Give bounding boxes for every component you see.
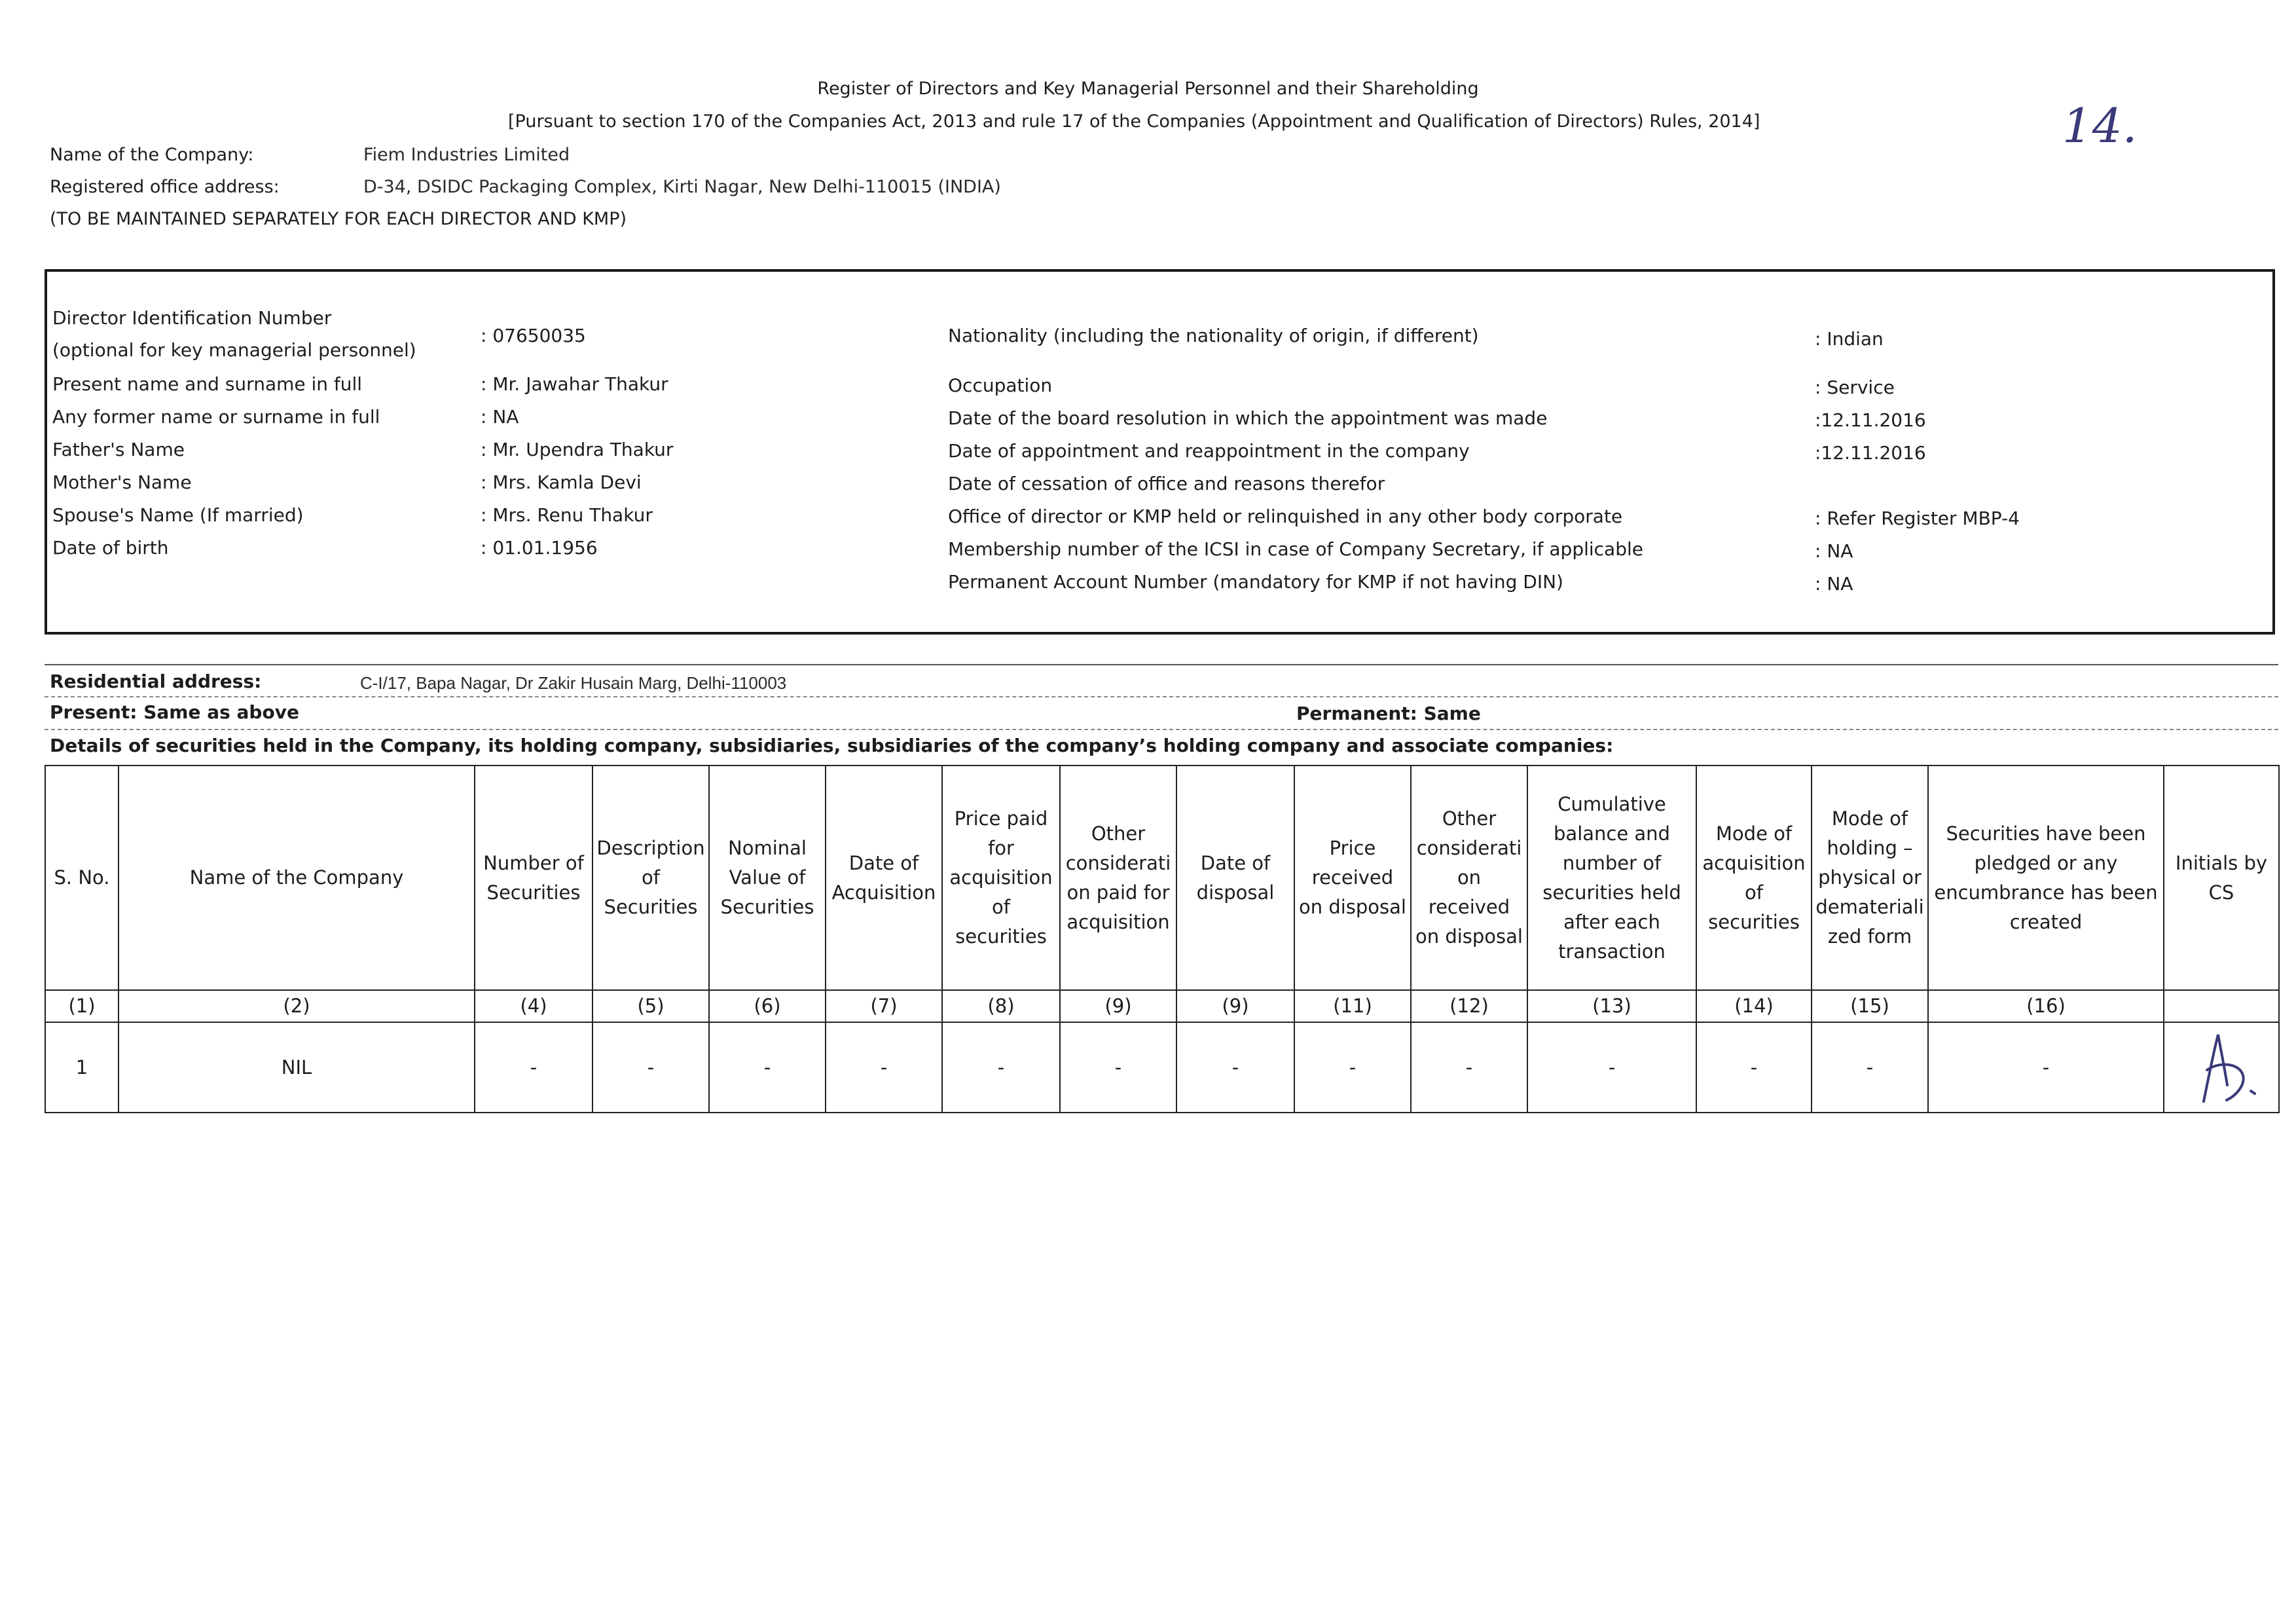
col-number: (9) <box>1060 990 1176 1022</box>
appointment-date-label: Date of appointment and reappointment in the company <box>948 440 1470 462</box>
col-number: (7) <box>826 990 942 1022</box>
table-cell: - <box>1176 1022 1294 1113</box>
din-label-line1: Director Identification Number <box>52 307 332 329</box>
table-cell: - <box>826 1022 942 1113</box>
other-office-value: : Refer Register MBP-4 <box>1815 507 2020 529</box>
dob-label: Date of birth <box>52 537 169 559</box>
dob-value: : 01.01.1956 <box>481 537 598 559</box>
col-number: (15) <box>1812 990 1928 1022</box>
permanent-address: Permanent: Same <box>1296 703 1481 724</box>
col-header-nominal-value: Nominal Value of Securities <box>709 766 826 990</box>
initials-cell <box>2164 1022 2279 1113</box>
table-cell: NIL <box>118 1022 475 1113</box>
divider-line <box>45 696 2278 697</box>
table-cell: - <box>475 1022 592 1113</box>
other-office-label: Office of director or KMP held or relinquished in any other body corporate <box>948 506 1623 527</box>
register-title: Register of Directors and Key Managerial Personnel and their Shareholding <box>817 79 1479 99</box>
col-header-number-of-securities: Number of Securities <box>475 766 592 990</box>
col-number: (11) <box>1294 990 1411 1022</box>
table-cell: - <box>942 1022 1060 1113</box>
din-label-line2: (optional for key managerial personnel) <box>52 339 416 361</box>
table-cell: 1 <box>45 1022 118 1113</box>
table-cell: - <box>1696 1022 1812 1113</box>
spouse-name-label: Spouse's Name (If married) <box>52 504 304 526</box>
col-number: (8) <box>942 990 1060 1022</box>
securities-table <box>45 765 2280 1113</box>
pan-label: Permanent Account Number (mandatory for KMP if not having DIN) <box>948 571 1563 593</box>
col-number: (9) <box>1176 990 1294 1022</box>
col-header-price-received: Price received on disposal <box>1294 766 1411 990</box>
nationality-value: : Indian <box>1815 328 1884 350</box>
occupation-label: Occupation <box>948 375 1053 396</box>
col-header-mode-of-holding: Mode of holding – physical or demateriali zed form <box>1812 766 1928 990</box>
handwritten-page-number: 14. <box>2062 98 2138 153</box>
col-number: (6) <box>709 990 826 1022</box>
occupation-value: : Service <box>1815 377 1895 398</box>
register-subtitle: [Pursuant to section 170 of the Companies Act, 2013 and rule 17 of the Companies (Appointment and Qualification of Directors) Rules, 2014] <box>508 111 1760 132</box>
mother-name-label: Mother's Name <box>52 471 192 493</box>
spouse-name-value: : Mrs. Renu Thakur <box>481 504 653 526</box>
col-header-initials: Initials by CS <box>2164 766 2279 990</box>
col-header-date-of-disposal: Date of disposal <box>1176 766 1294 990</box>
former-name-value: : NA <box>481 406 519 428</box>
company-name-value: Fiem Industries Limited <box>363 145 570 165</box>
icsi-label: Membership number of the ICSI in case of Company Secretary, if applicable <box>948 538 1643 560</box>
col-header-cumulative-balance: Cumulative balance and number of securities held after each transaction <box>1527 766 1696 990</box>
registered-office-value: D-34, DSIDC Packaging Complex, Kirti Nagar, New Delhi-110015 (INDIA) <box>363 177 1001 197</box>
table-cell: - <box>1411 1022 1527 1113</box>
col-header-other-consideration-received: Other considerati on received on disposal <box>1411 766 1527 990</box>
board-resolution-value: :12.11.2016 <box>1815 409 1926 431</box>
father-name-value: : Mr. Upendra Thakur <box>481 439 674 460</box>
table-cell: - <box>592 1022 709 1113</box>
table-cell: - <box>1060 1022 1176 1113</box>
col-number: (12) <box>1411 990 1527 1022</box>
col-number: (5) <box>592 990 709 1022</box>
present-name-label: Present name and surname in full <box>52 373 363 395</box>
table-cell: - <box>1928 1022 2164 1113</box>
maintenance-note: (TO BE MAINTAINED SEPARATELY FOR EACH DIRECTOR AND KMP) <box>50 209 627 229</box>
father-name-label: Father's Name <box>52 439 185 460</box>
present-address: Present: Same as above <box>50 701 299 723</box>
table-cell: - <box>709 1022 826 1113</box>
director-details-box <box>45 269 2275 635</box>
securities-heading: Details of securities held in the Company, its holding company, subsidiaries, subsidiaries of the company’s holding company and associate companies: <box>50 735 1614 756</box>
table-cell: - <box>1812 1022 1928 1113</box>
col-header-price-paid: Price paid for acquisition of securities <box>942 766 1060 990</box>
col-number: (1) <box>45 990 118 1022</box>
table-row <box>45 1022 2279 1113</box>
col-header-description: Description of Securities <box>592 766 709 990</box>
col-header-serial: S. No. <box>45 766 118 990</box>
col-header-mode-of-acquisition: Mode of acquisition of securities <box>1696 766 1812 990</box>
din-value: : 07650035 <box>481 325 586 346</box>
col-number <box>2164 990 2279 1022</box>
divider-line <box>45 729 2278 730</box>
col-header-pledged: Securities have been pledged or any encumbrance has been created <box>1928 766 2164 990</box>
divider-line <box>45 664 2278 665</box>
former-name-label: Any former name or surname in full <box>52 406 380 428</box>
col-number: (14) <box>1696 990 1812 1022</box>
col-header-date-of-acquisition: Date of Acquisition <box>826 766 942 990</box>
col-header-other-consideration-paid: Other considerati on paid for acquisition <box>1060 766 1176 990</box>
registered-office-label: Registered office address: <box>50 177 280 197</box>
table-cell: - <box>1527 1022 1696 1113</box>
pan-value: : NA <box>1815 573 1853 595</box>
residential-address-value: C-I/17, Bapa Nagar, Dr Zakir Husain Marg, Delhi-110003 <box>360 673 787 693</box>
appointment-date-value: :12.11.2016 <box>1815 442 1926 464</box>
col-header-company-name: Name of the Company <box>118 766 475 990</box>
residential-address-label: Residential address: <box>50 671 262 692</box>
col-number: (13) <box>1527 990 1696 1022</box>
icsi-value: : NA <box>1815 540 1853 562</box>
nationality-label: Nationality (including the nationality of origin, if different) <box>948 325 1479 346</box>
company-name-label: Name of the Company: <box>50 145 254 165</box>
col-number: (4) <box>475 990 592 1022</box>
handwritten-initials-signature <box>2178 1023 2269 1113</box>
mother-name-value: : Mrs. Kamla Devi <box>481 471 642 493</box>
cessation-label: Date of cessation of office and reasons therefor <box>948 473 1385 494</box>
table-cell: - <box>1294 1022 1411 1113</box>
col-number: (16) <box>1928 990 2164 1022</box>
board-resolution-label: Date of the board resolution in which the appointment was made <box>948 407 1548 429</box>
present-name-value: : Mr. Jawahar Thakur <box>481 373 668 395</box>
col-number: (2) <box>118 990 475 1022</box>
